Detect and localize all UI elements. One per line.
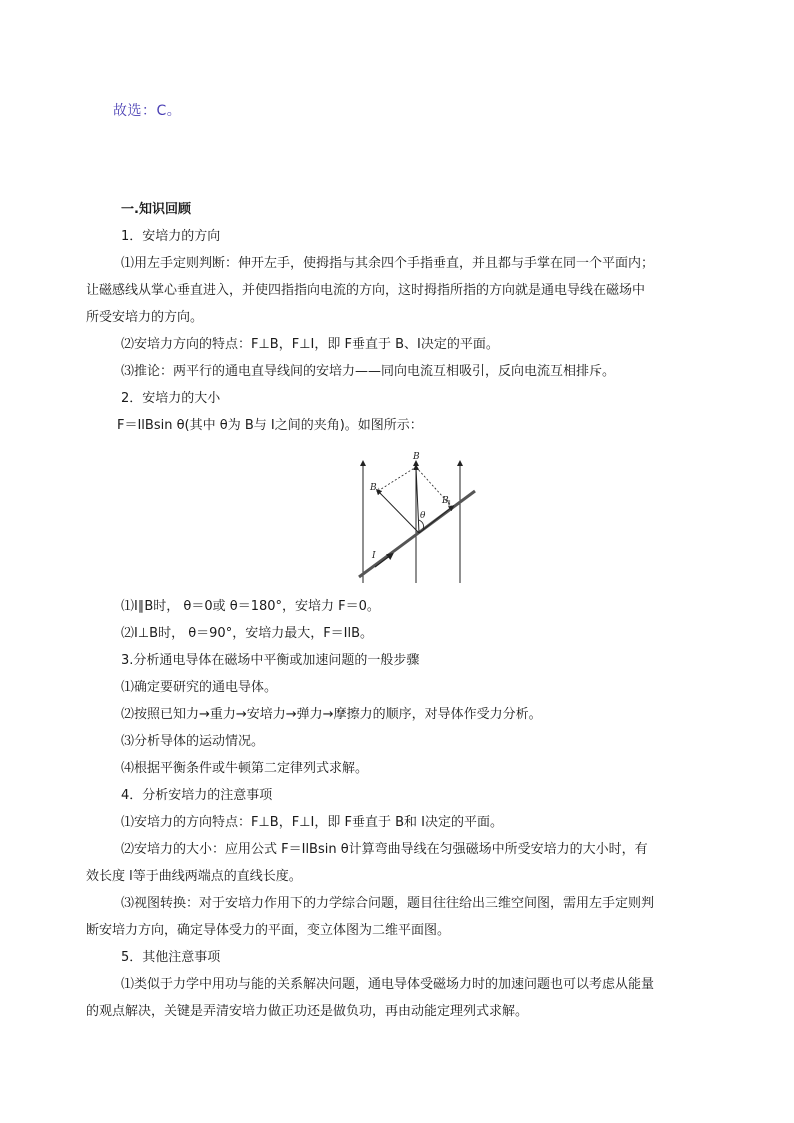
s3-item3: ⑶分析导体的运动情况。 [121,734,265,749]
s4-item2-line2: 效长度 l等于曲线两端点的直线长度。 [86,869,302,884]
s2-case2: ⑵I⊥B时， θ＝90°，安培力最大，F＝IlB。 [121,626,374,641]
answer-line: 故选：C。 [113,103,182,119]
s4-item3-line1: ⑶视图转换：对于安培力作用下的力学综合问题，题目往往给出三维空间图，需用左手定则判 [121,896,655,911]
dashed-left [378,467,416,491]
s1-p3: ⑶推论：两平行的通电直导线间的安培力——同向电流互相吸引，反向电流互相排斥。 [121,364,616,379]
label-b-parallel: B [442,496,449,506]
conductor-wire [359,491,475,577]
s3-title: 3.分析通电导体在磁场中平衡或加速问题的一般步骤 [121,653,420,668]
s1-p1-line2: 让磁感线从掌心垂直进入，并使四指指向电流的方向，这时拇指所指的方向就是通电导线在磁场中 [86,283,646,298]
s5-title: 5．其他注意事项 [121,950,221,965]
s5-item1-line1: ⑴类似于力学中用功与能的关系解决问题，通电导体受磁场力时的加速问题也可以考虑从能量 [121,977,655,992]
s1-p1-line3: 所受安培力的方向。 [86,310,204,325]
s4-item3-line2: 断安培力方向，确定导体受力的平面，变立体图为二维平面图。 [86,923,451,938]
section-title: 一.知识回顾 [121,202,191,217]
label-current: I [372,551,376,561]
figure-svg [357,445,477,587]
s1-title: 1．安培力的方向 [121,229,221,244]
knowledge-review [86,196,701,1025]
s2-formula: F＝IlBsin θ(其中 θ为 B与 I之间的夹角)。如图所示： [117,418,423,433]
ampere-force-figure [117,445,701,587]
label-b-perp: B [370,483,377,493]
s2-case1: ⑴I∥B时， θ＝0或 θ＝180°，安培力 F＝0。 [121,599,380,614]
current-arrow [375,555,391,567]
s5-item1-line2: 的观点解决，关键是弄清安培力做正功还是做负功，再由动能定理列式求解。 [86,1004,529,1019]
s3-item4: ⑷根据平衡条件或牛顿第二定律列式求解。 [121,761,369,776]
s1-p1-line1: ⑴用左手定则判断：伸开左手，使拇指与其余四个手指垂直，并且都与手掌在同一个平面内； [121,256,655,271]
label-b-top: B [413,452,420,462]
b-perp-vector [378,491,419,533]
theta-arc [419,520,424,529]
label-b-perp-sub: ⊥ [376,487,382,494]
s4-item2-line1: ⑵安培力的大小：应用公式 F＝IlBsin θ计算弯曲导线在匀强磁场中所受安培力的大小时，有 [121,842,648,857]
s3-item2: ⑵按照已知力→重力→安培力→弹力→摩擦力的顺序，对导体作受力分析。 [121,707,542,722]
s3-item1: ⑴确定要研究的通电导体。 [121,680,278,695]
s4-title: 4．分析安培力的注意事项 [121,788,273,803]
s2-title: 2．安培力的大小 [121,391,221,406]
label-theta: θ [420,511,426,521]
s4-item1: ⑴安培力的方向特点：F⊥B，F⊥I，即 F垂直于 B和 I决定的平面。 [121,815,503,830]
s1-p2: ⑵安培力方向的特点：F⊥B，F⊥I，即 F垂直于 B、I决定的平面。 [121,337,499,352]
label-b-parallel-sub: ∥ [448,500,451,507]
